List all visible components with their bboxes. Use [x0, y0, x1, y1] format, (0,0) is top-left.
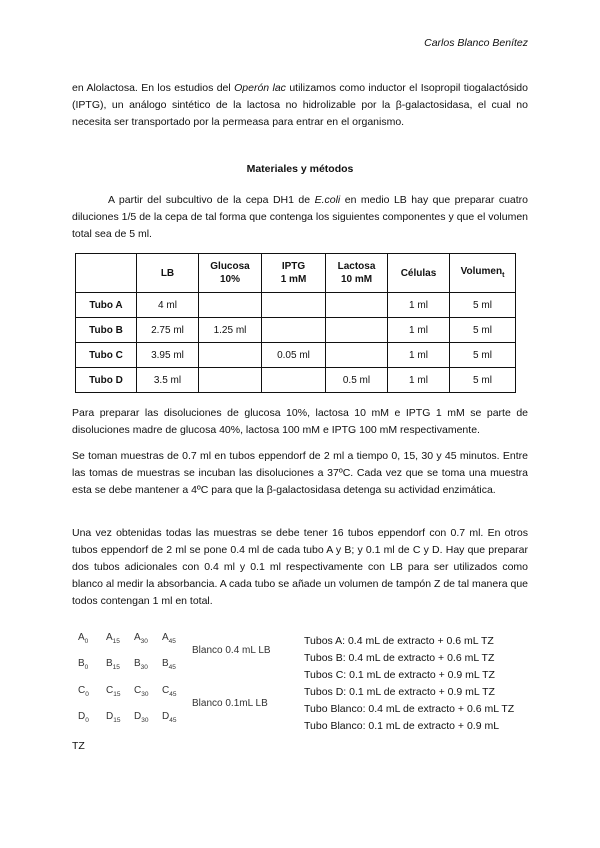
table-row-label: Tubo D — [76, 368, 137, 393]
table-cell: 1 ml — [388, 343, 450, 368]
extract-item: Tubos D: 0.1 mL de extracto + 0.9 mL TZ — [304, 686, 495, 698]
table-cell: 2.75 ml — [137, 318, 199, 343]
table-row — [76, 368, 516, 393]
table-header-cell — [326, 254, 388, 293]
tube-label: $B_{15}$ — [106, 658, 120, 671]
header-lactosa: Lactosa — [337, 261, 376, 272]
table-cell — [262, 318, 326, 343]
table-cell: 5 ml — [450, 293, 516, 318]
header-iptg-conc: 1 mM — [280, 274, 307, 285]
header-volumen-sub: t — [502, 271, 505, 279]
table-cell: 1.25 ml — [199, 318, 262, 343]
table-cell: 0.05 ml — [262, 343, 326, 368]
extract-item: Tubos A: 0.4 mL de extracto + 0.6 mL TZ — [304, 635, 494, 647]
header-glucosa-conc: 10% — [219, 274, 240, 285]
tube-label: $A_0$ — [78, 632, 89, 645]
extract-list — [304, 633, 520, 735]
table-header-cell — [450, 254, 516, 293]
tube-label: $C_0$ — [78, 685, 89, 698]
methods-text-b: en medio LB hay que preparar cuatro diluciones 1/5 de la cepa de tal forma que contenga los siguientes componentes y que el volumen total sea de 5 ml. — [72, 194, 529, 240]
tube-label: $B_{30}$ — [134, 658, 148, 671]
table-header-cell — [199, 254, 262, 293]
table-header-cell — [262, 254, 326, 293]
intro-paragraph — [72, 80, 528, 131]
tube-label: $B_{45}$ — [162, 658, 176, 671]
methods-text-a: A partir del subcultivo de la cepa DH1 de — [108, 194, 315, 206]
tube-label: $D_{45}$ — [162, 711, 177, 724]
table-cell — [199, 368, 262, 393]
table-cell: 1 ml — [388, 318, 450, 343]
header-celulas: Células — [400, 267, 437, 279]
header-lb: LB — [160, 267, 175, 279]
methods-italic-ecoli: E.coli — [314, 194, 341, 206]
table-cell — [199, 293, 262, 318]
tube-label: $C_{30}$ — [134, 685, 149, 698]
table-header-cell — [76, 254, 137, 293]
table-cell: 0.5 ml — [326, 368, 388, 393]
table-cell: 5 ml — [450, 318, 516, 343]
tube-label: $D_{30}$ — [134, 711, 149, 724]
dilution-paragraph: Para preparar las disoluciones de glucosa 10%, lactosa 10 mM e IPTG 1 mM se parte de disoluciones madre de glucosa 40%, lactosa 100 mM e IPTG 100 mM respectivamente. — [72, 407, 528, 436]
tube-label: $C_{45}$ — [162, 685, 177, 698]
header-volumen: Volumen — [460, 265, 503, 277]
tube-label: $D_{15}$ — [106, 711, 121, 724]
table-cell: 4 ml — [137, 293, 199, 318]
tube-label: $C_{15}$ — [106, 685, 121, 698]
table-row-label: Tubo B — [76, 318, 137, 343]
methods-paragraph — [72, 192, 528, 243]
table-row — [76, 293, 516, 318]
table-cell: 3.95 ml — [137, 343, 199, 368]
extract-item: Tubos C: 0.1 mL de extracto + 0.9 mL TZ — [304, 669, 495, 681]
extract-item: Tubos B: 0.4 mL de extracto + 0.6 mL TZ — [304, 652, 495, 664]
header-iptg: IPTG — [281, 261, 306, 272]
tube-label: $D_0$ — [78, 711, 89, 724]
table-cell — [326, 318, 388, 343]
tube-label: $A_{30}$ — [134, 632, 148, 645]
table-header-cell — [388, 254, 450, 293]
tube-label: $A_{15}$ — [106, 632, 120, 645]
table-header-cell — [137, 254, 199, 293]
table-cell — [262, 368, 326, 393]
header-lactosa-conc: 10 mM — [340, 274, 373, 285]
table-cell: 3.5 ml — [137, 368, 199, 393]
blank-paragraph: Una vez obtenidas todas las muestras se debe tener 16 tubos eppendorf con 0.7 ml. En otros tubos eppendorf de 2 ml se pone 0.4 ml de cada tubo A y B; y 0.1 ml de C y D. Hay que preparar dos tubos adicionales con 0.4 ml y 0.1 ml respectivamente con LB para ser utilizados como blanco al medir la absorbancia. A cada tubo se añade un volumen de tampón Z de tal manera que todos contengan 1 ml en total. — [72, 527, 528, 607]
table-cell — [199, 343, 262, 368]
table-cell — [326, 293, 388, 318]
tube-label: $B_0$ — [78, 658, 89, 671]
blank-label-bottom: Blanco 0.1mL LB — [192, 698, 268, 709]
intro-italic-operon: Operón lac — [234, 81, 286, 94]
table-cell — [326, 343, 388, 368]
table-header-row — [76, 254, 516, 293]
extract-item: Tubo Blanco: 0.4 mL de extracto + 0.6 mL TZ — [304, 703, 515, 715]
table-row-label: Tubo A — [76, 293, 137, 318]
table-cell: 5 ml — [450, 368, 516, 393]
composition-table — [75, 253, 516, 393]
table-cell: 1 ml — [388, 368, 450, 393]
table-row — [76, 343, 516, 368]
table-cell — [262, 293, 326, 318]
blank-label-top: Blanco 0.4 mL LB — [192, 645, 271, 656]
section-title: Materiales y métodos — [246, 163, 354, 175]
table-cell: 1 ml — [388, 293, 450, 318]
table-row-label: Tubo C — [76, 343, 137, 368]
tz-label: TZ — [72, 740, 85, 752]
header-author: Carlos Blanco Benítez — [424, 37, 528, 49]
intro-text-a: en Alolactosa. En los estudios del — [72, 81, 235, 94]
extract-item: Tubo Blanco: 0.1 mL de extracto + 0.9 mL — [304, 720, 500, 732]
table-cell: 5 ml — [450, 343, 516, 368]
table-row — [76, 318, 516, 343]
header-glucosa: Glucosa — [210, 261, 250, 272]
intro-text-b: utilizamos como inductor el Isopropil tiogalactósido (IPTG), un análogo sintético de la lactosa no hidrolizable por la β-galactosidasa, el cual no necesita ser transportado por la permeasa para entrar en el organismo. — [72, 81, 528, 128]
sampling-paragraph: Se toman muestras de 0.7 ml en tubos eppendorf de 2 ml a tiempo 0, 15, 30 y 45 minutos. Entre las tomas de muestras se incuban las disoluciones a 37ºC. Cada vez que se toma una muestra esta se debe mantener a 4ºC para que la β-galactosidasa detenga su actividad enzimática. — [72, 450, 528, 496]
tube-label: $A_{45}$ — [162, 632, 176, 645]
